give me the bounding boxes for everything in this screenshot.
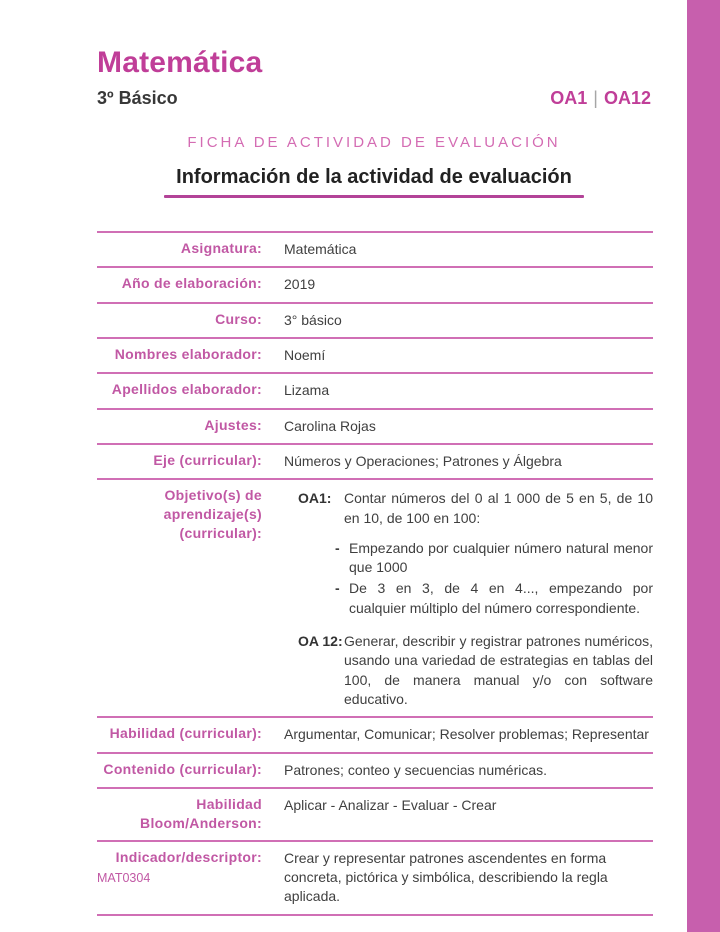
footer-document-code: MAT0304 bbox=[97, 871, 151, 885]
table-row-ajustes bbox=[97, 408, 653, 443]
grade-row bbox=[97, 88, 651, 109]
bullet-item bbox=[335, 579, 653, 618]
info-table bbox=[97, 231, 653, 916]
oa-code-separator: | bbox=[593, 88, 598, 108]
bullet-text: Empezando por cualquier número natural menor que 1000 bbox=[349, 539, 653, 576]
table-row-indicador bbox=[97, 840, 653, 914]
oa1-code: OA1: bbox=[298, 490, 332, 507]
row-value: Matemática bbox=[284, 241, 357, 257]
table-row-asignatura bbox=[97, 231, 653, 266]
row-label: Eje (curricular): bbox=[153, 451, 262, 468]
grade-label: 3º Básico bbox=[97, 88, 178, 108]
right-accent-bar bbox=[687, 0, 720, 932]
table-row-objetivos bbox=[97, 478, 653, 716]
row-label: Habilidad Bloom/Anderson: bbox=[140, 795, 262, 831]
row-value: Patrones; conteo y secuencias numéricas. bbox=[284, 761, 548, 778]
row-value: 3° básico bbox=[284, 311, 342, 328]
oa12-code: OA 12: bbox=[298, 633, 343, 650]
oa1-bullets bbox=[335, 539, 653, 618]
row-label: Ajustes: bbox=[204, 416, 262, 433]
oa-code-1: OA1 bbox=[550, 88, 588, 108]
row-value: Números y Operaciones; Patrones y Álgebra bbox=[284, 452, 562, 469]
row-label: Año de elaboración: bbox=[121, 275, 262, 292]
oa-codes bbox=[550, 88, 651, 109]
bullet-dash: - bbox=[335, 539, 340, 556]
page-title-block bbox=[97, 166, 651, 198]
table-row-habilidad bbox=[97, 716, 653, 751]
objective-item-oa12 bbox=[298, 632, 653, 709]
bullet-text: De 3 en 3, de 4 en 4..., empezando por cualquier múltiplo del número correspondiente. bbox=[349, 580, 653, 616]
table-row-contenido bbox=[97, 752, 653, 787]
table-row-bloom bbox=[97, 787, 653, 840]
subject-title: Matemática bbox=[97, 46, 263, 79]
table-row-nombres bbox=[97, 337, 653, 372]
row-value: Crear y representar patrones ascendentes en forma concreta, pictórica y simbólica, describiendo la regla aplicada. bbox=[284, 849, 608, 905]
objective-content bbox=[284, 486, 653, 709]
row-label: Objetivo(s) de aprendizaje(s) (curricular): bbox=[163, 487, 262, 541]
oa12-text: Generar, describir y registrar patrones numéricos, usando una variedad de estrategias en tablas del 100, de manera manual y/o con software educativo. bbox=[344, 633, 653, 707]
row-label: Indicador/descriptor: bbox=[115, 848, 262, 865]
row-value: Lizama bbox=[284, 382, 330, 399]
oa1-body bbox=[335, 489, 653, 618]
table-row-curso bbox=[97, 302, 653, 337]
row-label: Curso: bbox=[215, 310, 262, 327]
row-value: Noemí bbox=[284, 346, 326, 363]
table-row-apellidos bbox=[97, 372, 653, 407]
row-value: Carolina Rojas bbox=[284, 417, 376, 434]
row-label: Habilidad (curricular): bbox=[109, 725, 262, 742]
row-value: Argumentar, Comunicar; Resolver problemas; Representar bbox=[284, 726, 649, 743]
row-label: Apellidos elaborador: bbox=[111, 381, 262, 398]
bullet-item bbox=[335, 539, 653, 578]
row-label: Contenido (curricular): bbox=[103, 760, 262, 777]
row-label: Nombres elaborador: bbox=[114, 345, 262, 362]
ficha-heading: FICHA DE ACTIVIDAD DE EVALUACIÓN bbox=[187, 134, 561, 151]
table-row-anio bbox=[97, 266, 653, 301]
table-row-eje bbox=[97, 443, 653, 478]
oa12-body bbox=[344, 632, 653, 709]
oa-code-2: OA12 bbox=[603, 88, 651, 108]
title-underline bbox=[164, 195, 584, 198]
row-label: Asignatura: bbox=[180, 240, 262, 256]
page-title: Información de la actividad de evaluación bbox=[176, 166, 572, 188]
row-value: 2019 bbox=[284, 276, 316, 293]
bullet-dash: - bbox=[335, 580, 340, 597]
objective-item-oa1 bbox=[298, 489, 653, 618]
oa1-text: Contar números del 0 al 1 000 de 5 en 5, de 10 en 10, de 100 en 100: bbox=[344, 490, 653, 526]
row-value: Aplicar - Analizar - Evaluar - Crear bbox=[284, 796, 497, 813]
